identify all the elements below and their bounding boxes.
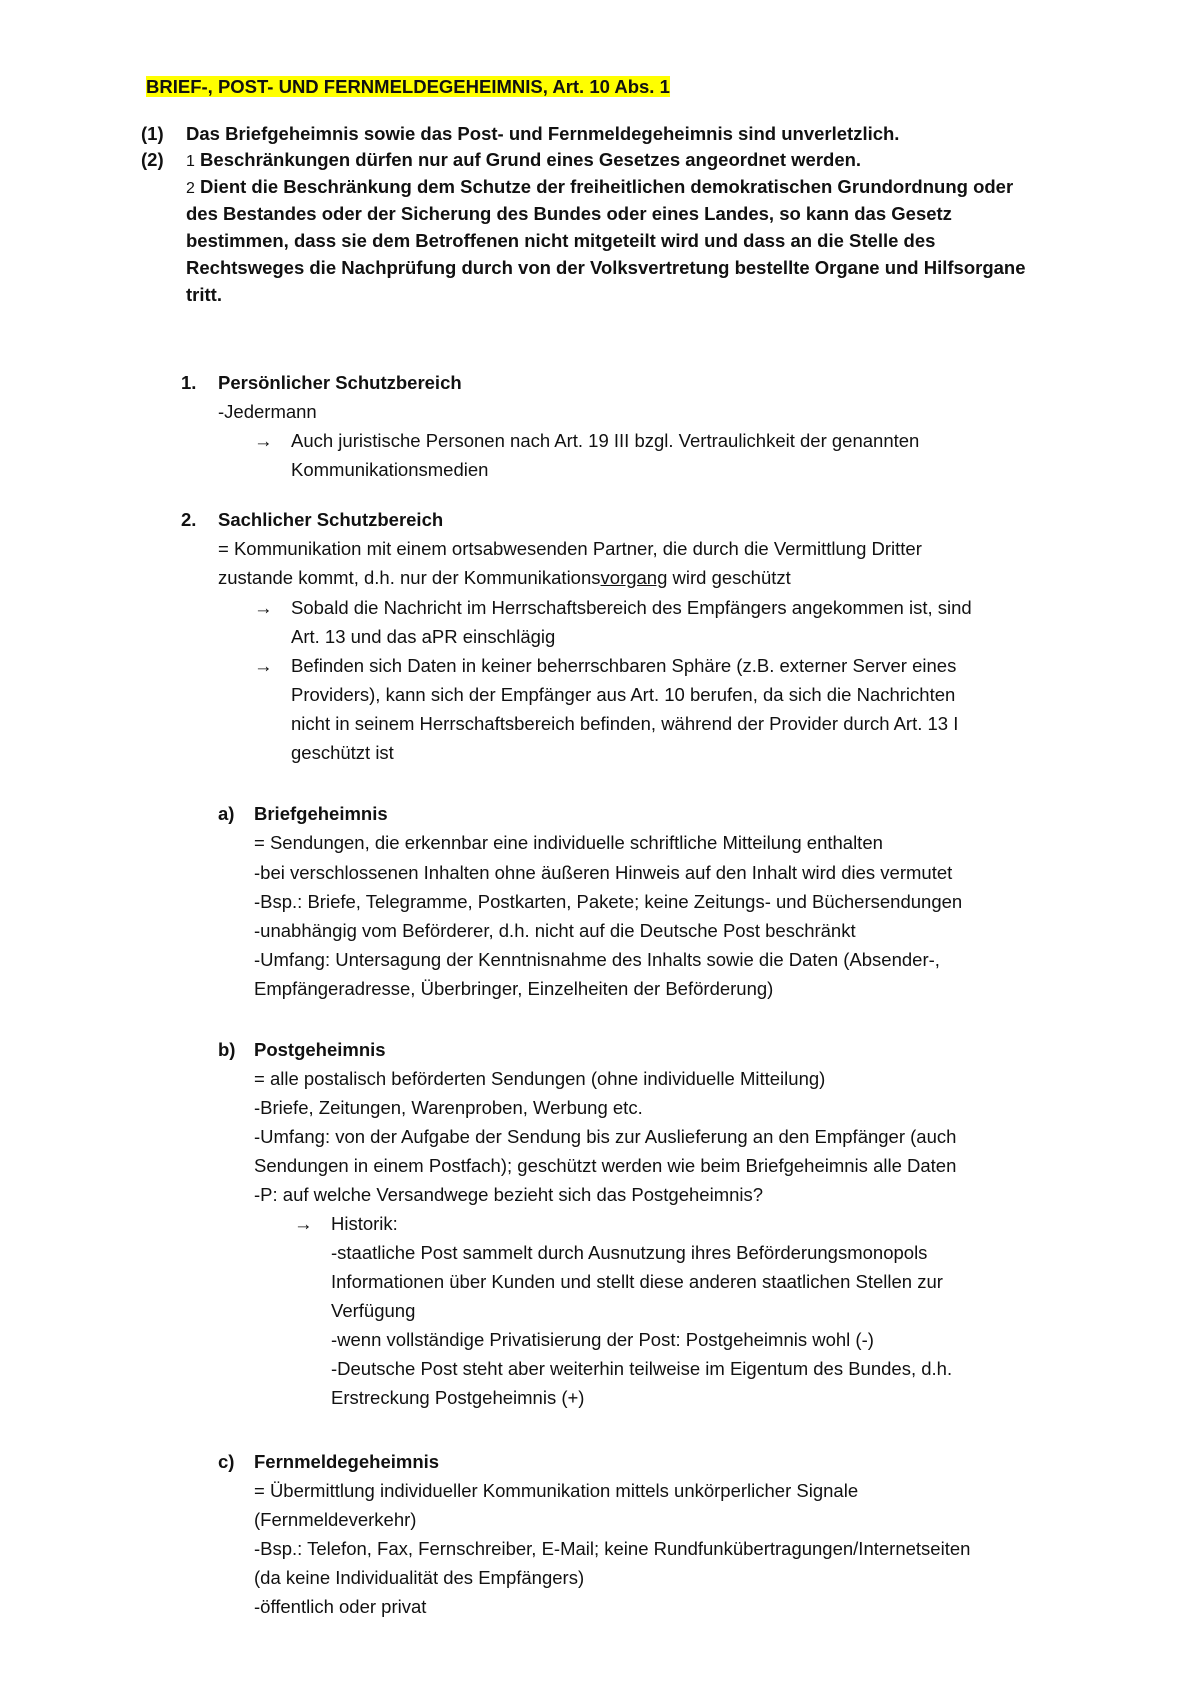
paragraph-2-sentence-2-line-1: 2 Dient die Beschränkung dem Schutze der freiheitlichen demokratischen Grundordnung oder: [186, 176, 1014, 197]
arrow-icon: →: [294, 1213, 313, 1234]
section-a-line-6: Empfängeradresse, Überbringer, Einzelheiten der Beförderung): [254, 978, 774, 999]
section-2-arrow-2-line-1: Befinden sich Daten in keiner beherrschbaren Sphäre (z.B. externer Server eines: [291, 655, 957, 676]
section-2-number: 2.: [181, 509, 197, 530]
paragraph-2-line-5: tritt.: [186, 284, 222, 305]
section-c-line-3: -Bsp.: Telefon, Fax, Fernschreiber, E-Mail; keine Rundfunkübertragungen/Internetseiten: [254, 1538, 971, 1559]
section-b-arrow-line-1: Historik:: [331, 1213, 398, 1234]
section-b-line-3: -Umfang: von der Aufgabe der Sendung bis zur Auslieferung an den Empfänger (auch: [254, 1126, 957, 1147]
section-b-arrow-line-6: -Deutsche Post steht aber weiterhin teilweise im Eigentum des Bundes, d.h.: [331, 1358, 953, 1379]
section-c-heading: Fernmeldegeheimnis: [254, 1451, 440, 1472]
section-b-arrow-line-4: Verfügung: [331, 1300, 416, 1321]
paragraph-1-number: (1): [141, 123, 164, 144]
section-2-arrow-1-line-2: Art. 13 und das aPR einschlägig: [291, 626, 556, 647]
section-b-line-2: -Briefe, Zeitungen, Warenproben, Werbung etc.: [254, 1097, 643, 1118]
section-b-line-1: = alle postalisch beförderten Sendungen (ohne individuelle Mitteilung): [254, 1068, 826, 1089]
paragraph-2-line-2: des Bestandes oder der Sicherung des Bundes oder eines Landes, so kann das Gesetz: [186, 203, 952, 224]
section-c-number: c): [218, 1451, 235, 1472]
arrow-icon: →: [254, 655, 273, 676]
section-2-line-2: zustande kommt, d.h. nur der Kommunikationsvorgang wird geschützt: [218, 567, 791, 588]
section-a-number: a): [218, 803, 235, 824]
section-2-heading: Sachlicher Schutzbereich: [218, 509, 444, 530]
paragraph-2-line-4: Rechtsweges die Nachprüfung durch von der Volksvertretung bestellte Organe und Hilfsorgane: [186, 257, 1026, 278]
section-a-line-3: -Bsp.: Briefe, Telegramme, Postkarten, Pakete; keine Zeitungs- und Büchersendungen: [254, 891, 963, 912]
section-c-line-4: (da keine Individualität des Empfängers): [254, 1567, 585, 1588]
section-b-line-4: Sendungen in einem Postfach); geschützt werden wie beim Briefgeheimnis alle Daten: [254, 1155, 957, 1176]
section-b-heading: Postgeheimnis: [254, 1039, 386, 1060]
section-b-number: b): [218, 1039, 236, 1060]
arrow-icon: →: [254, 430, 273, 451]
section-1-arrow-line-1: Auch juristische Personen nach Art. 19 III bzgl. Vertraulichkeit der genannten: [291, 430, 920, 451]
section-a-heading: Briefgeheimnis: [254, 803, 388, 824]
paragraph-2-line-3: bestimmen, dass sie dem Betroffenen nicht mitgeteilt wird und dass an die Stelle des: [186, 230, 936, 251]
section-c-line-1: = Übermittlung individueller Kommunikation mittels unkörperlicher Signale: [254, 1480, 859, 1501]
section-a-line-5: -Umfang: Untersagung der Kenntnisnahme des Inhalts sowie die Daten (Absender-,: [254, 949, 940, 970]
section-a-line-2: -bei verschlossenen Inhalten ohne äußeren Hinweis auf den Inhalt wird dies vermutet: [254, 862, 953, 883]
paragraph-2-sentence-1: 1 Beschränkungen dürfen nur auf Grund eines Gesetzes angeordnet werden.: [186, 149, 862, 170]
section-b-line-5: -P: auf welche Versandwege bezieht sich das Postgeheimnis?: [254, 1184, 764, 1205]
document-title: BRIEF-, POST- UND FERNMELDEGEHEIMNIS, Art. 10 Abs. 1: [146, 76, 670, 97]
section-2-line-1: = Kommunikation mit einem ortsabwesenden Partner, die durch die Vermittlung Dritter: [218, 538, 922, 559]
section-b-arrow-line-2: -staatliche Post sammelt durch Ausnutzung ihres Beförderungsmonopols: [331, 1242, 928, 1263]
arrow-icon: →: [254, 597, 273, 618]
section-1-heading: Persönlicher Schutzbereich: [218, 372, 462, 393]
section-2-arrow-2-line-3: nicht in seinem Herrschaftsbereich befinden, während der Provider durch Art. 13 I: [291, 713, 959, 734]
section-c-line-5: -öffentlich oder privat: [254, 1596, 427, 1617]
section-a-line-4: -unabhängig vom Beförderer, d.h. nicht auf die Deutsche Post beschränkt: [254, 920, 856, 941]
section-1-number: 1.: [181, 372, 197, 393]
section-a-line-1: = Sendungen, die erkennbar eine individuelle schriftliche Mitteilung enthalten: [254, 832, 883, 853]
section-2-arrow-1-line-1: Sobald die Nachricht im Herrschaftsbereich des Empfängers angekommen ist, sind: [291, 597, 972, 618]
section-b-arrow-line-5: -wenn vollständige Privatisierung der Post: Postgeheimnis wohl (-): [331, 1329, 874, 1350]
section-b-arrow-line-7: Erstreckung Postgeheimnis (+): [331, 1387, 585, 1408]
paragraph-1-text: Das Briefgeheimnis sowie das Post- und Fernmeldegeheimnis sind unverletzlich.: [186, 123, 900, 144]
section-2-arrow-2-line-2: Providers), kann sich der Empfänger aus Art. 10 berufen, da sich die Nachrichten: [291, 684, 956, 705]
section-b-arrow-line-3: Informationen über Kunden und stellt diese anderen staatlichen Stellen zur: [331, 1271, 943, 1292]
section-1-line: -Jedermann: [218, 401, 317, 422]
paragraph-2-number: (2): [141, 149, 164, 170]
section-c-line-2: (Fernmeldeverkehr): [254, 1509, 417, 1530]
section-1-arrow-line-2: Kommunikationsmedien: [291, 459, 489, 480]
section-2-arrow-2-line-4: geschützt ist: [291, 742, 394, 763]
